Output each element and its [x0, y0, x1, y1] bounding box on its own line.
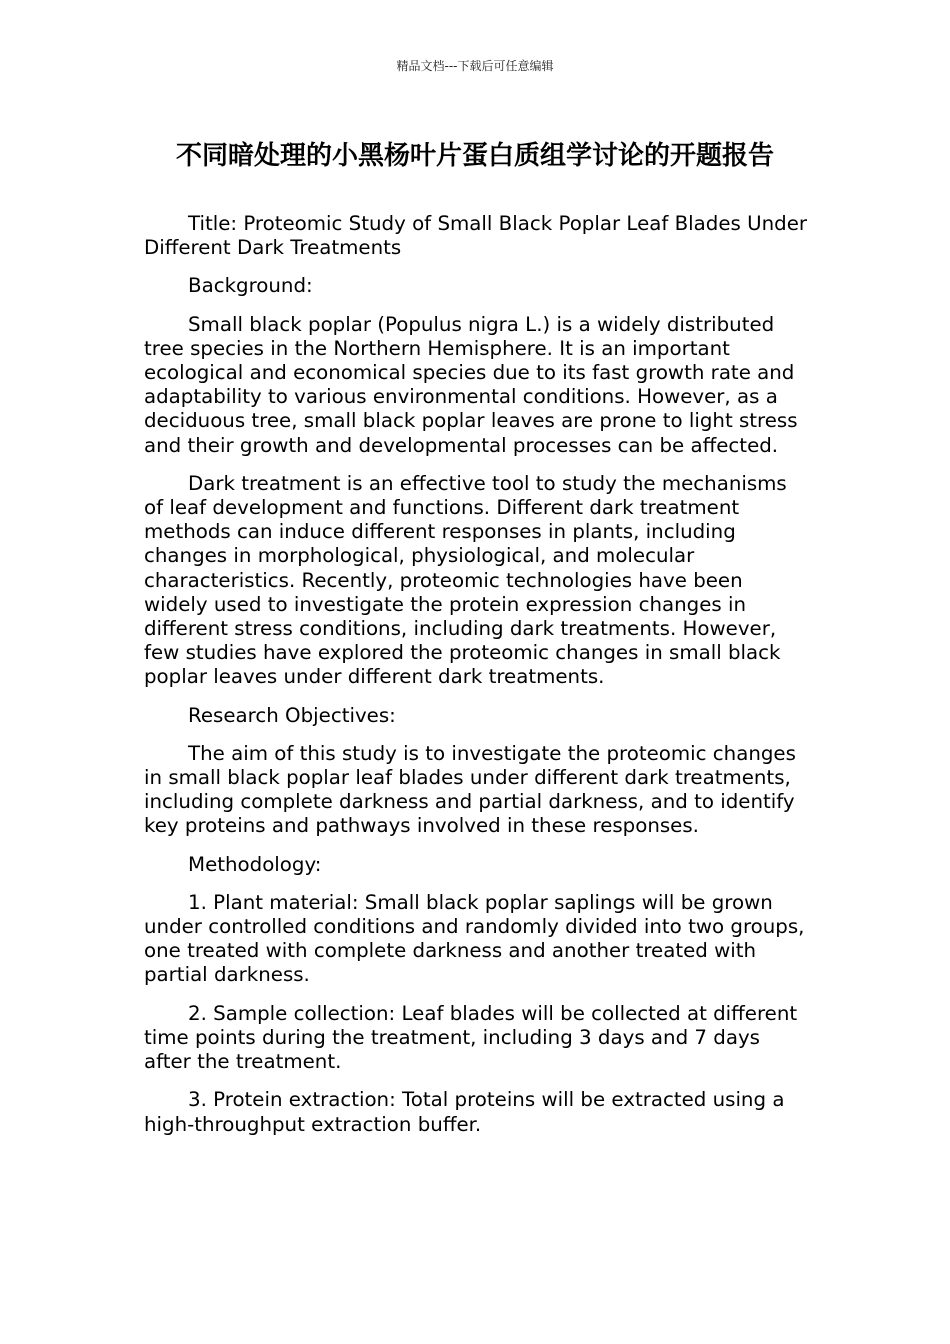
header-note: 精品文档---下载后可任意编辑	[396, 59, 554, 73]
methodology-item-2: 2. Sample collection: Leaf blades will be collected at different time points during the treatment, including 3 days and 7 days after the treatment.	[144, 1001, 798, 1074]
document-body	[144, 212, 808, 1151]
paragraph-objectives: The aim of this study is to investigate the proteomic changes in small black poplar leaf blades under different dark treatments, including complete darkness and partial darkness, and to identify key proteins and pathways involved in these responses.	[144, 741, 796, 838]
paragraph-background-1: Small black poplar (Populus nigra L.) is a widely distributed tree species in the Northern Hemisphere. It is an important ecological and economical species due to its fast growth rate and adaptability to various environmental conditions. However, as a deciduous tree, small black poplar leaves are prone to light stress and their growth and developmental processes can be affected.	[144, 312, 798, 457]
document-title: 不同暗处理的小黑杨叶片蛋白质组学讨论的开题报告	[175, 141, 774, 171]
methodology-item-3: 3. Protein extraction: Total proteins will be extracted using a high-throughput extraction buffer.	[144, 1088, 785, 1136]
section-heading-background: Background:	[188, 274, 313, 298]
section-heading-methodology: Methodology:	[188, 852, 322, 876]
paragraph-background-2: Dark treatment is an effective tool to study the mechanisms of leaf development and functions. Different dark treatment methods can induce different responses in plants, including changes in morphological, physiological, and molecular characteristics. Recently, proteomic technologies have been widely used to investigate the protein expression changes in different stress conditions, including dark treatments. However, few studies have explored the proteomic changes in small black poplar leaves under different dark treatments.	[144, 471, 787, 689]
methodology-item-1: 1. Plant material: Small black poplar saplings will be grown under controlled conditions and randomly divided into two groups, one treated with complete darkness and another treated with partial darkness.	[144, 890, 805, 987]
section-heading-objectives: Research Objectives:	[188, 703, 396, 727]
paragraph-title-line: Title: Proteomic Study of Small Black Poplar Leaf Blades Under Different Dark Treatments	[144, 212, 807, 260]
